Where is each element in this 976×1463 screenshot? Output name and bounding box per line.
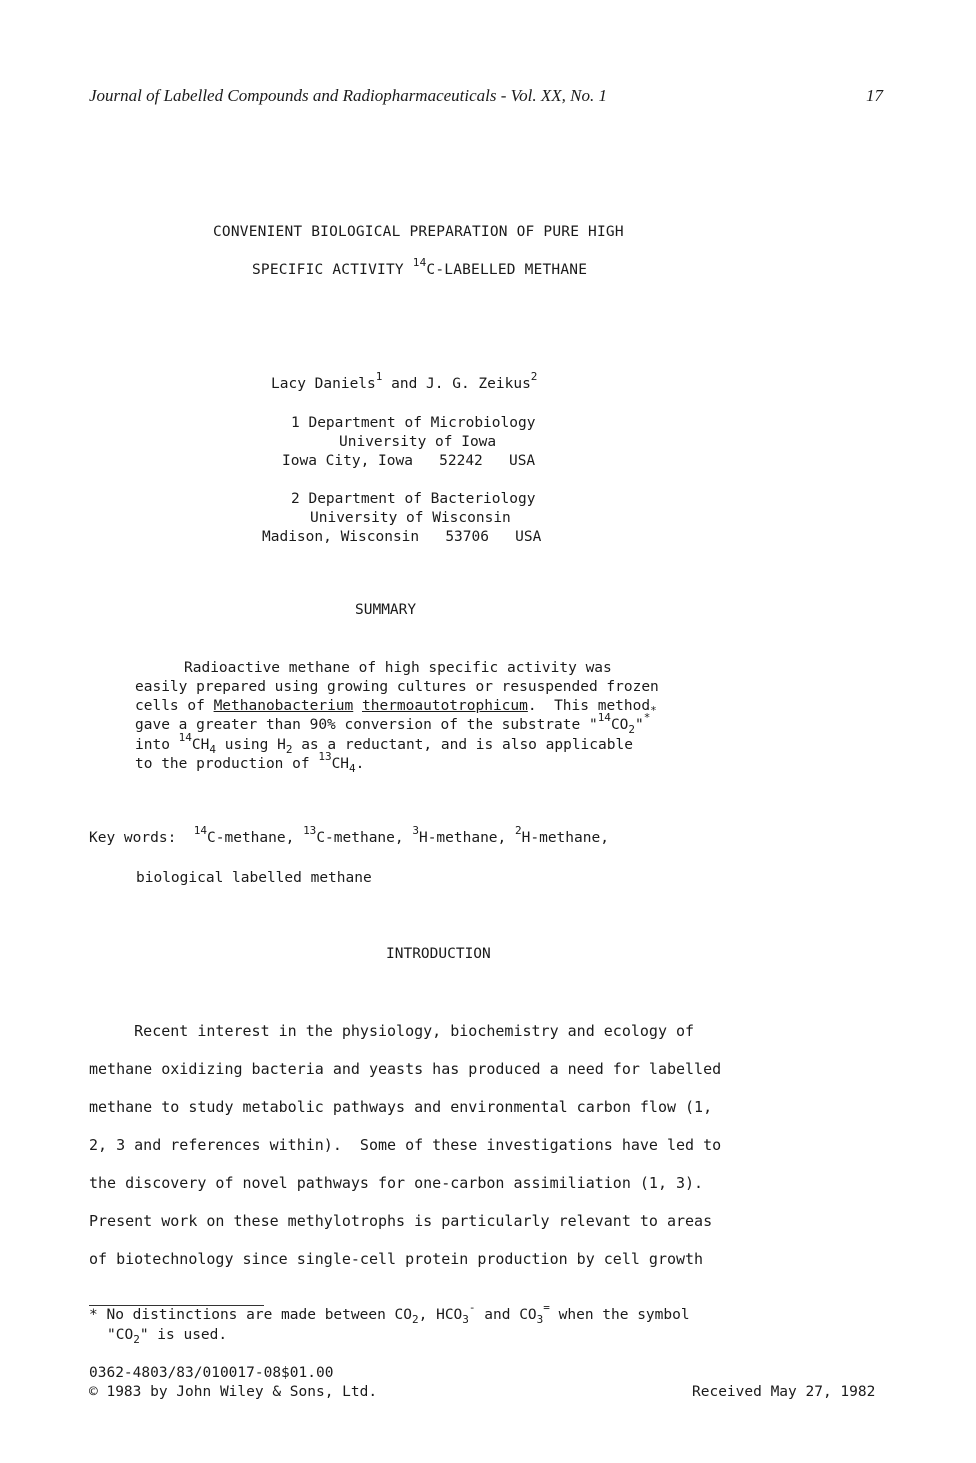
intro-heading: INTRODUCTION xyxy=(386,946,491,962)
summary-heading: SUMMARY xyxy=(355,602,417,618)
intro-line: 2, 3 and references within). Some of these investigations have led to xyxy=(89,1136,722,1154)
journal-header: Journal of Labelled Compounds and Radiopharmaceuticals - Vol. XX, No. 1 xyxy=(89,86,607,105)
title-line-1: CONVENIENT BIOLOGICAL PREPARATION OF PURE HIGH xyxy=(213,224,624,240)
intro-line: Present work on these methylotrophs is particularly relevant to areas xyxy=(89,1212,713,1230)
summary-line-4: gave a greater than 90% conversion of the substrate "$^{14}CO_2"^*$ xyxy=(135,711,651,736)
intro-line: methane to study metabolic pathways and environmental carbon flow (1, xyxy=(89,1098,713,1116)
footnote-line-2: "$CO_2$" is used. xyxy=(107,1327,228,1346)
received-date: Received May 27, 1982 xyxy=(692,1384,876,1400)
title-line-2: SPECIFIC ACTIVITY $^{14}$C-LABELLED METHANE xyxy=(252,256,588,278)
affil2-univ: University of Wisconsin xyxy=(310,510,511,526)
affil2-city: Madison, Wisconsin 53706 USA xyxy=(262,529,542,545)
intro-line: Recent interest in the physiology, biochemistry and ecology of xyxy=(89,1022,695,1040)
affil1-dept: 1 Department of Microbiology xyxy=(291,415,536,431)
intro-line: the discovery of novel pathways for one-carbon assimiliation (1, 3). xyxy=(89,1174,704,1192)
summary-line-2: easily prepared using growing cultures or resuspended frozen xyxy=(135,679,659,695)
copyright: © 1983 by John Wiley & Sons, Ltd. xyxy=(89,1384,378,1400)
article-code: 0362-4803/83/010017-08$01.00 xyxy=(89,1365,334,1381)
keywords-line: Key words: $^{14}$C-methane, $^{13}$C-methane, $^3$H-methane, $^2$H-methane, xyxy=(89,824,609,846)
author-line: Lacy Daniels$^1$ and J. G. Zeikus$^2$ xyxy=(271,370,538,392)
keywords-line-2: biological labelled methane xyxy=(136,870,372,886)
footnote-line-1: * No distinctions are made between $CO_2$, $HCO_3^-$ and $CO_3^=$ when the symbol xyxy=(89,1301,690,1326)
affil1-univ: University of Iowa xyxy=(339,434,497,450)
summary-line-3: cells of Methanobacterium thermoautotrophicum. This method$_*$ xyxy=(135,698,657,717)
affil2-dept: 2 Department of Bacteriology xyxy=(291,491,536,507)
summary-line-6: to the production of $^{13}CH_4$. xyxy=(135,750,365,775)
intro-line: methane oxidizing bacteria and yeasts has produced a need for labelled xyxy=(89,1060,722,1078)
summary-line-5: into $^{14}CH_4$ using $H_2$ as a reductant, and is also applicable xyxy=(135,731,633,756)
summary-line-1: Radioactive methane of high specific activity was xyxy=(184,660,612,676)
footnote-rule xyxy=(89,1305,264,1306)
intro-line: of biotechnology since single-cell protein production by cell growth xyxy=(89,1250,704,1268)
page-number: 17 xyxy=(866,86,883,105)
affil1-city: Iowa City, Iowa 52242 USA xyxy=(282,453,536,469)
